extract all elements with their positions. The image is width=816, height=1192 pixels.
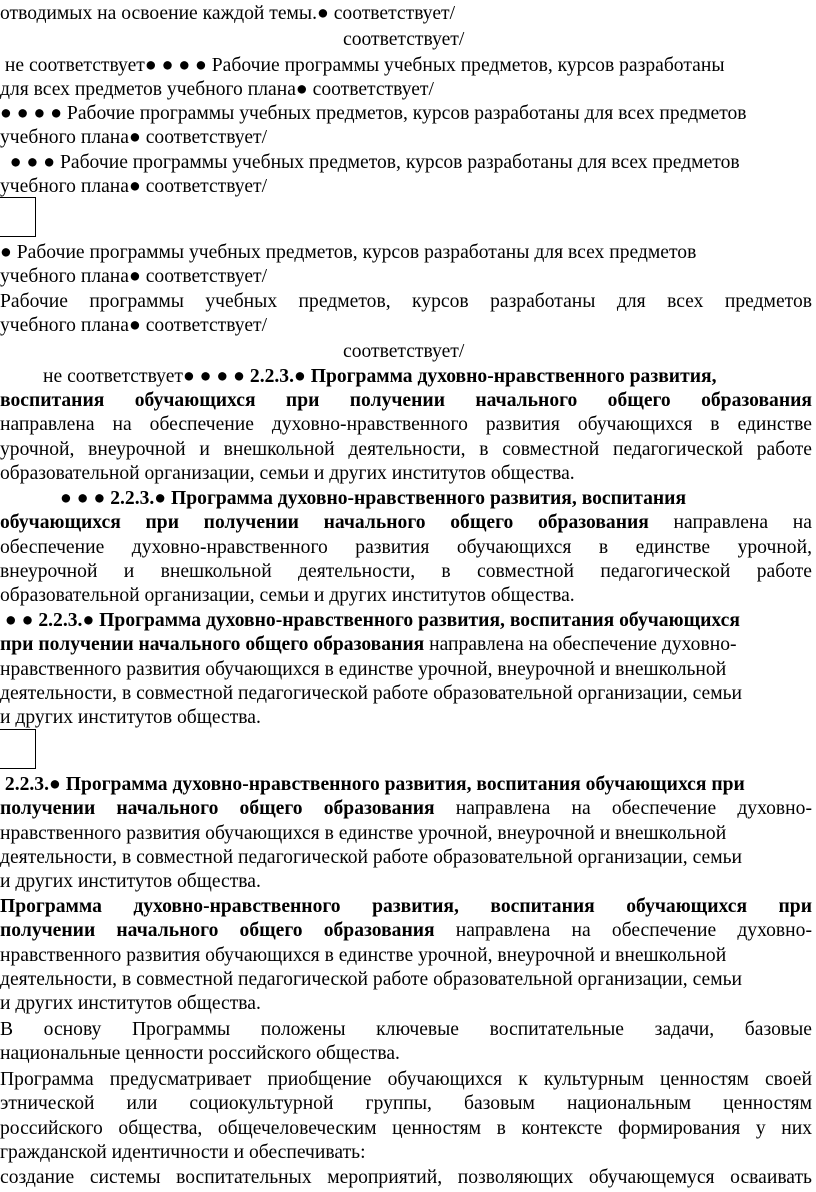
text-line: и других институтов общества. [0,707,261,728]
text-line: соответствует/ [343,29,465,50]
text-line: нравственного развития обучающихся в единстве урочной, внеурочной и внешкольной [0,945,727,966]
text-line: при получении начального общего образования направлена на обеспечение духовно- [0,634,737,655]
text-line: российского общества, общечеловеческим ценностям в контексте формирования у них [0,1118,812,1139]
text-line: учебного плана● соответствует/ [0,315,268,336]
text-line: нравственного развития обучающихся в единстве урочной, внеурочной и внешкольной [0,659,727,680]
text-line: внеурочной и внешкольной деятельности, в совместной педагогической работе [0,561,812,582]
empty-box [0,729,36,769]
text-line: учебного плана● соответствует/ [0,127,268,148]
text-line: и других институтов общества. [0,871,261,892]
text-line: Программа предусматривает приобщение обучающихся к культурным ценностям своей [0,1069,812,1090]
empty-box [0,197,36,237]
text-line: получении начального общего образования направлена на обеспечение духовно- [0,798,812,819]
text-line: Рабочие программы учебных предметов, курсов разработаны для всех предметов [0,291,812,312]
text-line: соответствует/ [343,341,465,362]
section-heading: 2.2.3.● Программа духовно-нравственного развития, воспитания обучающихся при [0,774,745,795]
text-line: ● ● ● Рабочие программы учебных предметов, курсов разработаны для всех предметов [0,152,740,173]
text-line: направлена на обеспечение духовно-нравственного развития обучающихся в единстве [0,414,812,435]
text-line: не соответствует● ● ● ● Рабочие программы учебных предметов, курсов разработаны [0,55,725,76]
text-line: деятельности, в совместной педагогической работе образовательной организации, семьи [0,847,743,868]
section-heading: ● ● 2.2.3.● Программа духовно-нравственного развития, воспитания обучающихся [0,610,740,631]
text-line: для всех предметов учебного плана● соответствует/ [0,79,434,100]
section-heading: 2.2.3.● Программа духовно-нравственного развития, [249,366,717,387]
text-line: гражданской идентичности и обеспечивать: [0,1142,366,1163]
text-line: отводимых на освоение каждой темы.● соответствует/ [0,3,456,24]
section-heading: Программа духовно-нравственного развития, воспитания обучающихся при [0,896,812,917]
text-line: деятельности, в совместной педагогической работе образовательной организации, семьи [0,969,743,990]
text-line: ● Рабочие программы учебных предметов, курсов разработаны для всех предметов [0,242,697,263]
text-line: учебного плана● соответствует/ [0,266,268,287]
text-line: не соответствует● ● ● ● 2.2.3.● Программа духовно-нравственного развития, [43,366,717,387]
text-line: создание системы воспитательных мероприятий, позволяющих обучающемуся осваивать [0,1167,812,1188]
section-heading: ● ● ● 2.2.3.● Программа духовно-нравственного развития, воспитания [60,488,687,509]
text-line: образовательной организации, семьи и других институтов общества. [0,585,575,606]
text-line: получении начального общего образования направлена на обеспечение духовно- [0,920,812,941]
text-line: урочной, внеурочной и внешкольной деятельности, в совместной педагогической работе [0,439,812,460]
text-line: и других институтов общества. [0,993,261,1014]
text-line: нравственного развития обучающихся в единстве урочной, внеурочной и внешкольной [0,823,727,844]
text-line: обеспечение духовно-нравственного развития обучающихся в единстве урочной, [0,537,812,558]
text-line: В основу Программы положены ключевые воспитательные задачи, базовые [0,1019,812,1040]
text-line: этнической или социокультурной группы, базовым национальным ценностям [0,1093,812,1114]
section-heading: воспитания обучающихся при получении начального общего образования [0,390,812,411]
text-line: образовательной организации, семьи и других институтов общества. [0,463,575,484]
text-line: деятельности, в совместной педагогической работе образовательной организации, семьи [0,683,743,704]
text-line: учебного плана● соответствует/ [0,176,268,197]
text-line: обучающихся при получении начального общего образования направлена на [0,512,812,533]
text-line: ● ● ● ● Рабочие программы учебных предметов, курсов разработаны для всех предметов [0,103,747,124]
text-line: национальные ценности российского общества. [0,1043,400,1064]
